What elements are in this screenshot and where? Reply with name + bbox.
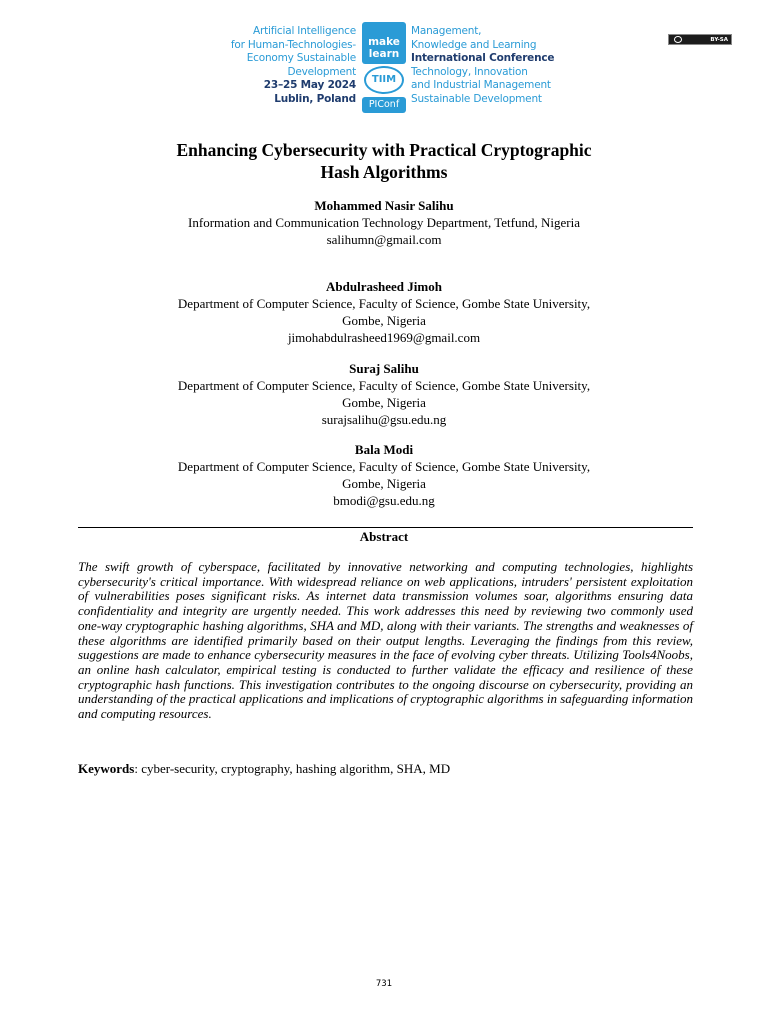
keywords-list: : cyber-security, cryptography, hashing algorithm, SHA, MD <box>134 761 451 776</box>
conference-theme-line: Development <box>287 65 356 78</box>
author-name: Abdulrasheed Jimoh <box>326 279 442 294</box>
conference-header <box>0 22 768 122</box>
keywords-label: Keywords <box>78 761 135 776</box>
conference-logo <box>362 22 406 114</box>
conference-theme-line: Economy Sustainable <box>246 52 356 65</box>
author-block <box>0 197 768 248</box>
paper-title-line: Enhancing Cybersecurity with Practical Cryptographic <box>176 140 592 160</box>
author-block <box>0 441 768 509</box>
conference-topic-line: Management, <box>411 25 482 37</box>
conference-type: International Conference <box>411 52 555 65</box>
author-affiliation: Department of Computer Science, Faculty of Science, Gombe State University, <box>177 459 591 474</box>
conference-topic-line: Knowledge and Learning <box>411 38 537 51</box>
creative-commons-icon <box>674 36 682 43</box>
author-name: Suraj Salihu <box>349 361 419 376</box>
abstract-text: The swift growth of cyberspace, facilitated by innovative networking and computing technologies, highlights cybersecurity's critical importance. With widespread reliance on web applications, intruders' persistent exploitation of vulnerabilities poses significant risks. As internet data transmission volumes soar, algorithms ensuring data confidentiality and integrity are urgently needed. This work addresses this need by reviewing two commonly used one-way cryptographic hashing algorithms, SHA and MD, along with their variants. The strengths and weaknesses of these algorithms are identified primarily based on their output lengths. Leveraging the findings from this review, suggestions are made to enhance cybersecurity measures in the face of evolving cyber threats. Utilizing Tools4Noobs, an online hash calculator, empirical testing is conducted to further validate the efficacy and resilience of these cryptographic hash functions. This investigation contributes to the ongoing discourse on cybersecurity, providing an understanding of the practical applications and implications of cryptographic algorithms in safeguarding information and computing resources. <box>78 559 693 722</box>
author-affiliation: Gombe, Nigeria <box>342 313 426 328</box>
conference-topic-line: Technology, Innovation <box>411 65 528 78</box>
tiim-logo: TIIM <box>364 66 404 94</box>
page-number: 731 <box>375 979 393 989</box>
logo-learn-text: learn <box>368 48 400 60</box>
conference-dates: 23–25 May 2024 <box>263 79 356 92</box>
make-learn-logo <box>362 22 406 64</box>
author-block <box>0 278 768 346</box>
cc-license-badge[interactable] <box>668 34 732 45</box>
conference-topic-line: Sustainable Development <box>411 92 542 105</box>
abstract-heading: Abstract <box>359 529 409 544</box>
author-name: Mohammed Nasir Salihu <box>314 198 454 213</box>
author-email[interactable]: salihumn@gmail.com <box>326 232 442 247</box>
author-name: Bala Modi <box>354 442 414 457</box>
license-label: BY-SA <box>710 36 728 43</box>
author-affiliation: Gombe, Nigeria <box>342 395 426 410</box>
logo-make-text: make <box>368 36 400 48</box>
piconf-logo: PIConf <box>362 97 406 113</box>
conference-left-text <box>150 25 356 107</box>
conference-place: Lublin, Poland <box>274 92 356 105</box>
author-block <box>0 360 768 428</box>
author-affiliation: Information and Communication Technology Department, Tetfund, Nigeria <box>188 215 580 230</box>
author-affiliation: Gombe, Nigeria <box>342 476 426 491</box>
conference-topic-line: and Industrial Management <box>411 79 551 92</box>
author-email[interactable]: surajsalihu@gsu.edu.ng <box>321 412 447 427</box>
conference-theme-line: Artificial Intelligence <box>252 25 356 37</box>
conference-right-text <box>411 25 611 107</box>
paper-title-line: Hash Algorithms <box>320 162 448 182</box>
author-affiliation: Department of Computer Science, Faculty of Science, Gombe State University, <box>177 296 591 311</box>
author-email[interactable]: bmodi@gsu.edu.ng <box>333 493 435 508</box>
author-email[interactable]: jimohabdulrasheed1969@gmail.com <box>287 330 481 345</box>
author-affiliation: Department of Computer Science, Faculty of Science, Gombe State University, <box>177 378 591 393</box>
keywords <box>78 761 693 777</box>
conference-theme-line: for Human-Technologies- <box>230 38 356 51</box>
paper-title <box>0 139 768 183</box>
